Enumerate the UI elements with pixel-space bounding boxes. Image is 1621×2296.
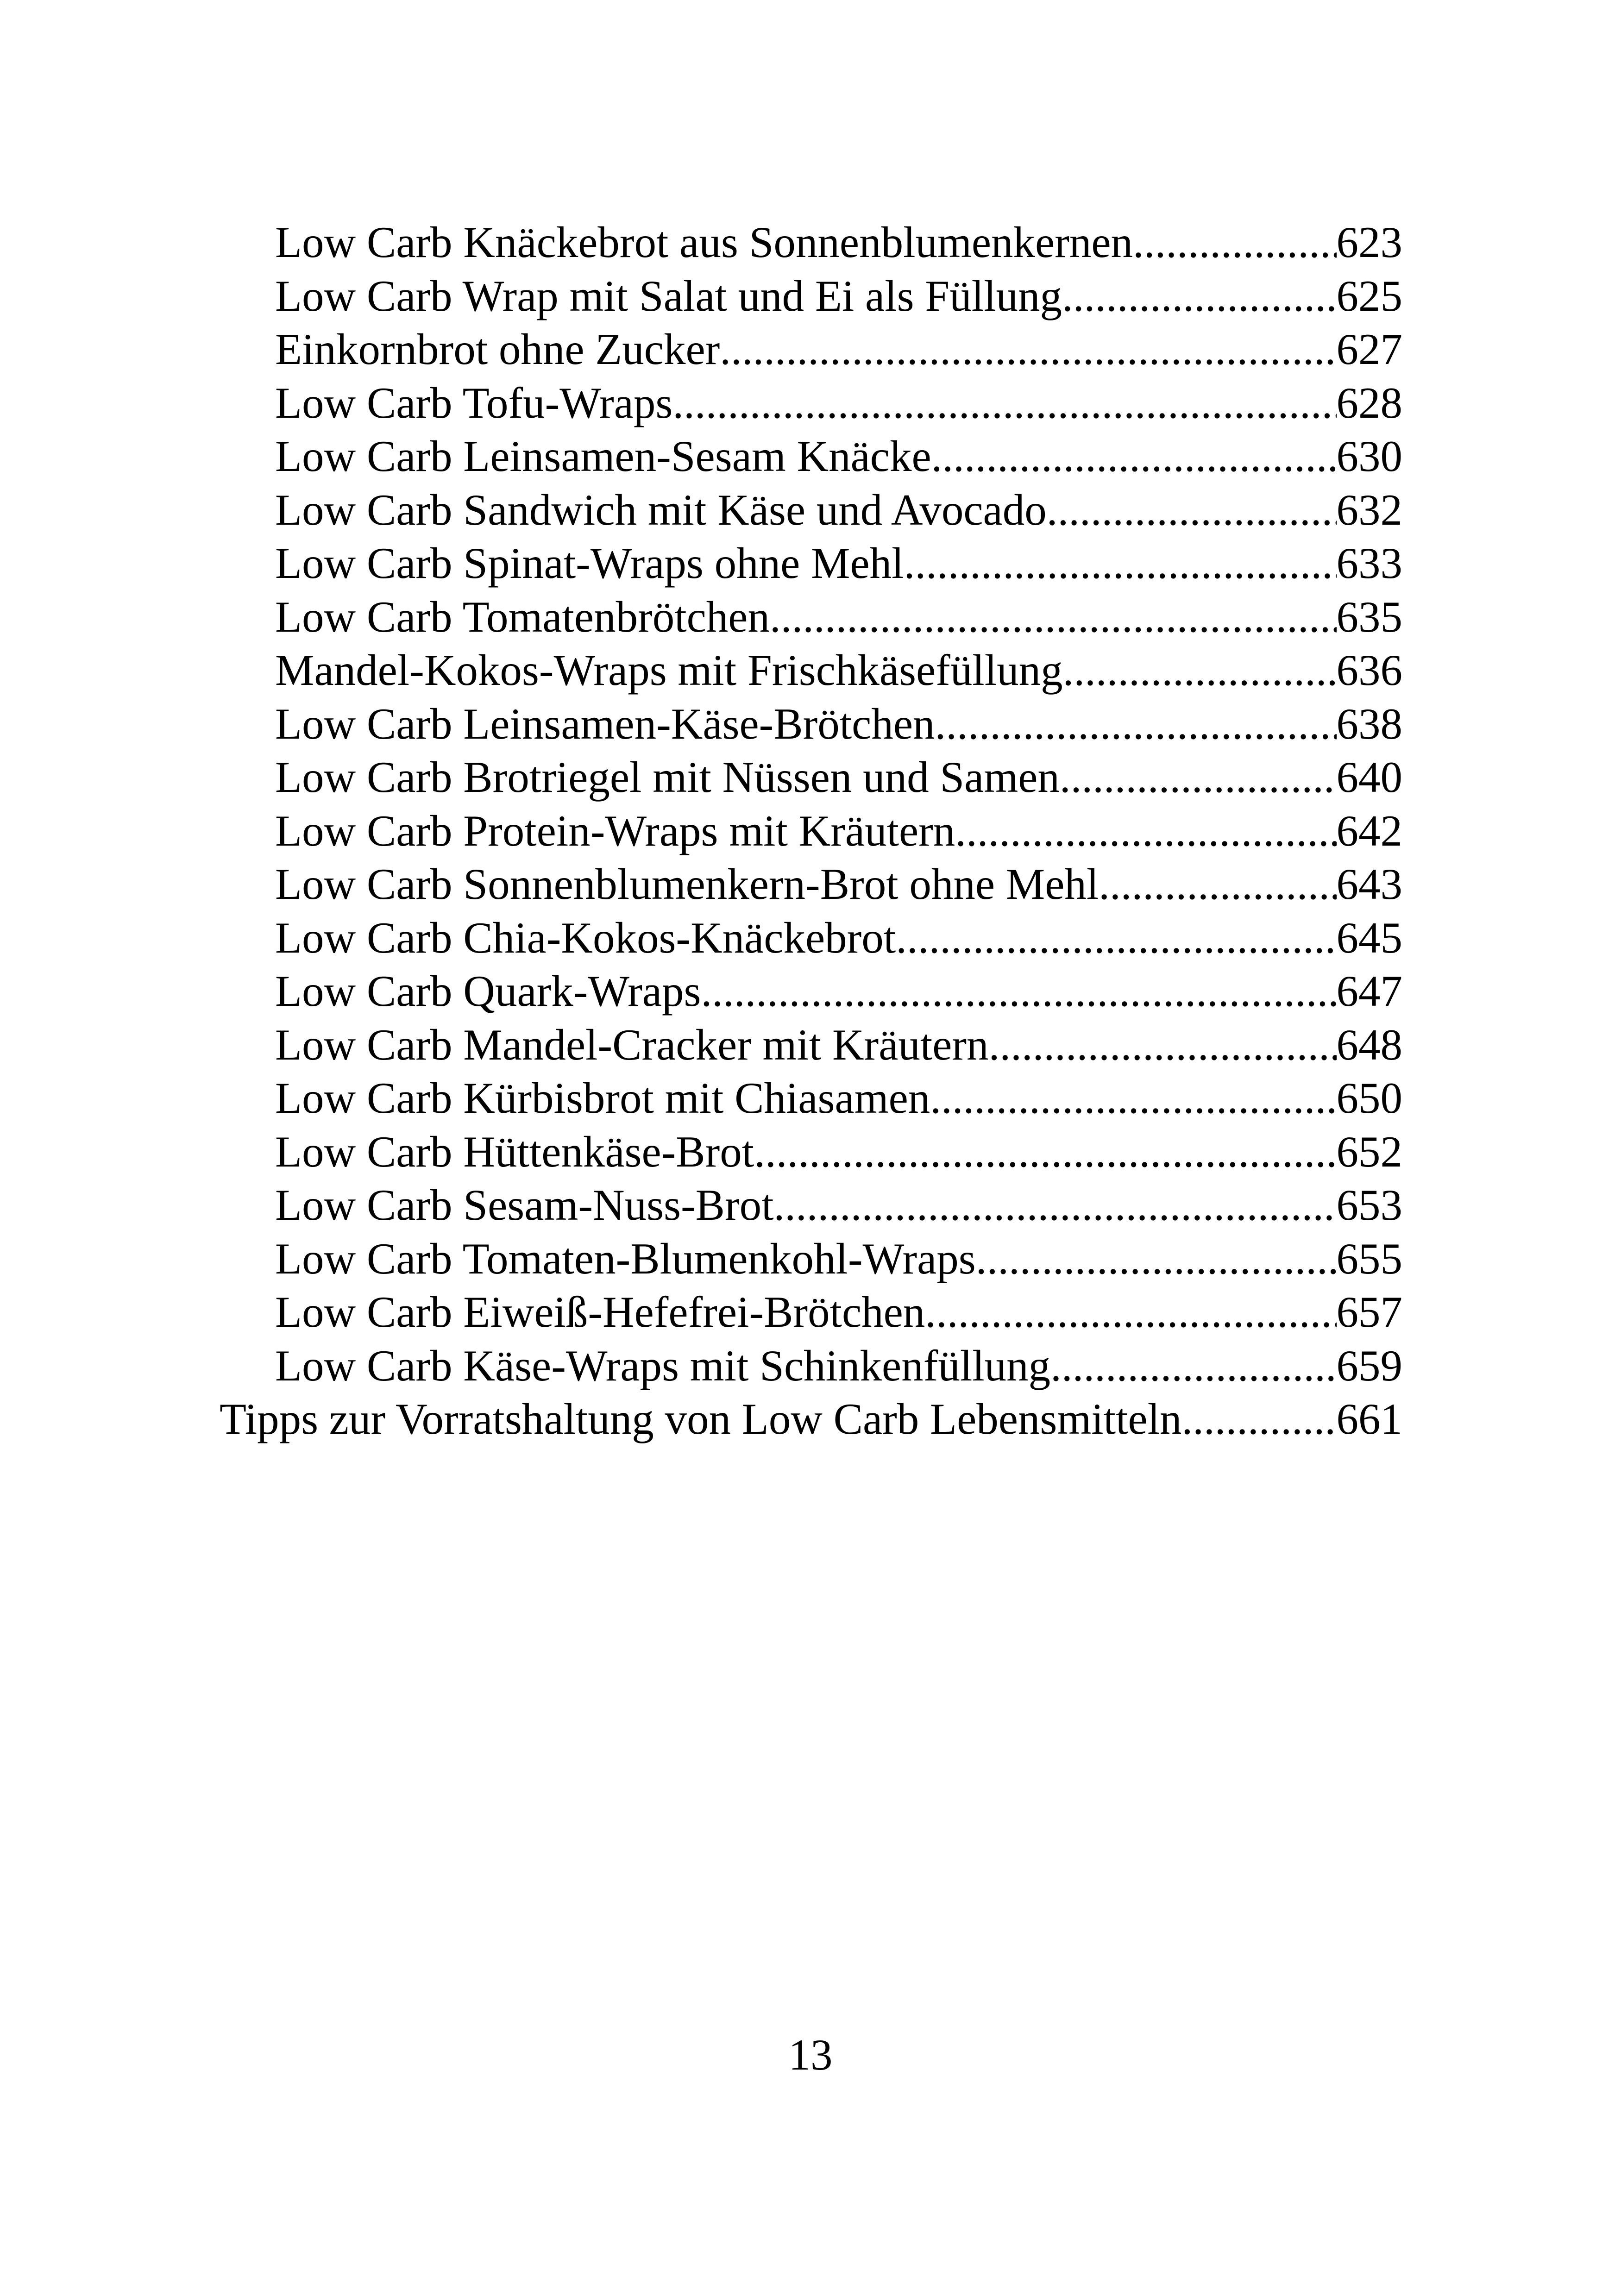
toc-entry-title: Low Carb Sesam-Nuss-Brot	[275, 1180, 774, 1230]
table-of-contents	[0, 216, 1621, 1446]
toc-entry[interactable]	[0, 697, 1621, 751]
toc-dot-leader	[1133, 216, 1337, 270]
toc-entry[interactable]	[0, 804, 1621, 858]
toc-entry[interactable]	[0, 483, 1621, 537]
toc-entry[interactable]	[0, 216, 1621, 270]
toc-entry[interactable]	[0, 1179, 1621, 1232]
toc-entry-title: Low Carb Wrap mit Salat und Ei als Füllung	[275, 271, 1062, 320]
toc-entry-page-number: 642	[1337, 804, 1403, 858]
toc-entry-page-number: 628	[1337, 376, 1403, 430]
toc-entry-line	[275, 804, 1402, 858]
toc-entry-page-number: 659	[1337, 1339, 1403, 1393]
toc-entry-page-number: 653	[1337, 1179, 1403, 1232]
toc-entry-page-number: 632	[1337, 483, 1403, 537]
toc-entry-line	[275, 537, 1402, 590]
toc-entry-line	[275, 1286, 1402, 1339]
toc-entry[interactable]	[0, 590, 1621, 644]
toc-entry-page-number: 640	[1337, 751, 1403, 804]
toc-entry-title: Low Carb Tomaten-Blumenkohl-Wraps	[275, 1234, 976, 1283]
toc-entry-title: Low Carb Knäckebrot aus Sonnenblumenkernen	[275, 218, 1133, 267]
toc-entry-page-number: 633	[1337, 537, 1403, 590]
toc-entry-page-number: 638	[1337, 697, 1403, 751]
toc-entry-page-number: 625	[1337, 270, 1403, 323]
toc-entry[interactable]	[0, 1232, 1621, 1286]
toc-dot-leader	[701, 965, 1336, 1018]
toc-entry-line	[275, 216, 1402, 270]
toc-entry-title: Low Carb Mandel-Cracker mit Kräutern	[275, 1020, 989, 1069]
toc-entry-title: Low Carb Protein-Wraps mit Kräutern	[275, 806, 955, 855]
toc-entry-title: Low Carb Eiweiß-Hefefrei-Brötchen	[275, 1287, 925, 1336]
toc-dot-leader	[935, 697, 1337, 751]
toc-entry-line	[275, 751, 1402, 804]
toc-entry-page-number: 650	[1337, 1072, 1403, 1125]
page-number: 13	[788, 2030, 833, 2079]
toc-entry-line	[275, 1179, 1402, 1232]
toc-entry-line	[275, 323, 1402, 376]
toc-dot-leader	[930, 1072, 1336, 1125]
toc-dot-leader	[774, 1179, 1337, 1232]
toc-dot-leader	[720, 323, 1336, 376]
toc-entry[interactable]	[0, 858, 1621, 911]
toc-entry-line	[275, 590, 1402, 644]
toc-entry-page-number: 636	[1337, 644, 1403, 697]
toc-entry-page-number: 635	[1337, 590, 1403, 644]
toc-entry-title: Low Carb Käse-Wraps mit Schinkenfüllung	[275, 1341, 1051, 1390]
toc-entry-title: Low Carb Kürbisbrot mit Chiasamen	[275, 1073, 930, 1123]
toc-entry[interactable]	[0, 965, 1621, 1018]
toc-entry-page-number: 623	[1337, 216, 1403, 270]
toc-entry[interactable]	[0, 323, 1621, 376]
toc-dot-leader	[1062, 270, 1337, 323]
toc-entry[interactable]	[0, 1018, 1621, 1072]
toc-entry-line	[220, 1393, 1402, 1446]
toc-entry-line	[275, 270, 1402, 323]
toc-entry-line	[275, 911, 1402, 965]
toc-dot-leader	[1063, 644, 1337, 697]
toc-entry-title: Low Carb Spinat-Wraps ohne Mehl	[275, 539, 904, 588]
toc-entry-page-number: 645	[1337, 911, 1403, 965]
toc-entry[interactable]	[0, 751, 1621, 804]
toc-entry-page-number: 630	[1337, 430, 1403, 483]
toc-dot-leader	[1050, 1339, 1336, 1393]
toc-entry[interactable]	[0, 1072, 1621, 1125]
toc-entry-title: Einkornbrot ohne Zucker	[275, 325, 720, 374]
toc-dot-leader	[1099, 858, 1336, 911]
toc-dot-leader	[904, 537, 1337, 590]
toc-entry-line	[275, 430, 1402, 483]
toc-entry[interactable]	[0, 1393, 1621, 1446]
toc-dot-leader	[931, 430, 1337, 483]
toc-entry-title: Tipps zur Vorratshaltung von Low Carb Lebensmitteln	[220, 1394, 1182, 1443]
toc-entry-line	[275, 965, 1402, 1018]
toc-entry-page-number: 657	[1337, 1286, 1403, 1339]
toc-entry-title: Low Carb Chia-Kokos-Knäckebrot	[275, 913, 896, 962]
toc-dot-leader	[1047, 483, 1337, 537]
toc-entry-line	[275, 1018, 1402, 1072]
toc-dot-leader	[955, 804, 1336, 858]
toc-dot-leader	[989, 1018, 1337, 1072]
toc-entry-line	[275, 376, 1402, 430]
toc-entry-page-number: 652	[1337, 1125, 1403, 1179]
toc-entry-page-number: 627	[1337, 323, 1403, 376]
toc-dot-leader	[1182, 1393, 1337, 1446]
toc-entry-title: Low Carb Tomatenbrötchen	[275, 592, 770, 641]
toc-entry-title: Low Carb Brotriegel mit Nüssen und Samen	[275, 753, 1060, 802]
toc-entry-title: Low Carb Leinsamen-Käse-Brötchen	[275, 699, 935, 748]
toc-dot-leader	[976, 1232, 1337, 1286]
toc-dot-leader	[1060, 751, 1337, 804]
toc-entry[interactable]	[0, 537, 1621, 590]
toc-entry-line	[275, 1339, 1402, 1393]
toc-entry[interactable]	[0, 911, 1621, 965]
toc-entry-page-number: 643	[1337, 858, 1403, 911]
toc-entry-title: Mandel-Kokos-Wraps mit Frischkäsefüllung	[275, 646, 1063, 695]
toc-entry-title: Low Carb Hüttenkäse-Brot	[275, 1127, 754, 1176]
toc-dot-leader	[672, 376, 1336, 430]
toc-entry-page-number: 661	[1337, 1393, 1403, 1446]
toc-entry[interactable]	[0, 376, 1621, 430]
toc-entry-line	[275, 483, 1402, 537]
toc-dot-leader	[925, 1286, 1336, 1339]
toc-entry-title: Low Carb Sonnenblumenkern-Brot ohne Mehl	[275, 859, 1099, 909]
toc-entry-line	[275, 1232, 1402, 1286]
toc-entry[interactable]	[0, 1339, 1621, 1393]
toc-entry-page-number: 655	[1337, 1232, 1403, 1286]
toc-entry-line	[275, 1072, 1402, 1125]
toc-entry-page-number: 647	[1337, 965, 1403, 1018]
toc-dot-leader	[896, 911, 1336, 965]
toc-entry[interactable]	[0, 270, 1621, 323]
toc-entry-title: Low Carb Quark-Wraps	[275, 966, 701, 1016]
toc-entry-page-number: 648	[1337, 1018, 1403, 1072]
toc-entry-title: Low Carb Sandwich mit Käse und Avocado	[275, 485, 1047, 534]
toc-entry[interactable]	[0, 644, 1621, 697]
toc-entry-line	[275, 1125, 1402, 1179]
toc-entry-title: Low Carb Tofu-Wraps	[275, 378, 673, 427]
toc-dot-leader	[754, 1125, 1336, 1179]
toc-entry[interactable]	[0, 1286, 1621, 1339]
toc-entry[interactable]	[0, 1125, 1621, 1179]
toc-entry-line	[275, 858, 1402, 911]
toc-entry-title: Low Carb Leinsamen-Sesam Knäcke	[275, 432, 931, 481]
toc-dot-leader	[770, 590, 1337, 644]
toc-entry-line	[275, 697, 1402, 751]
toc-entry-line	[275, 644, 1402, 697]
toc-entry[interactable]	[0, 430, 1621, 483]
